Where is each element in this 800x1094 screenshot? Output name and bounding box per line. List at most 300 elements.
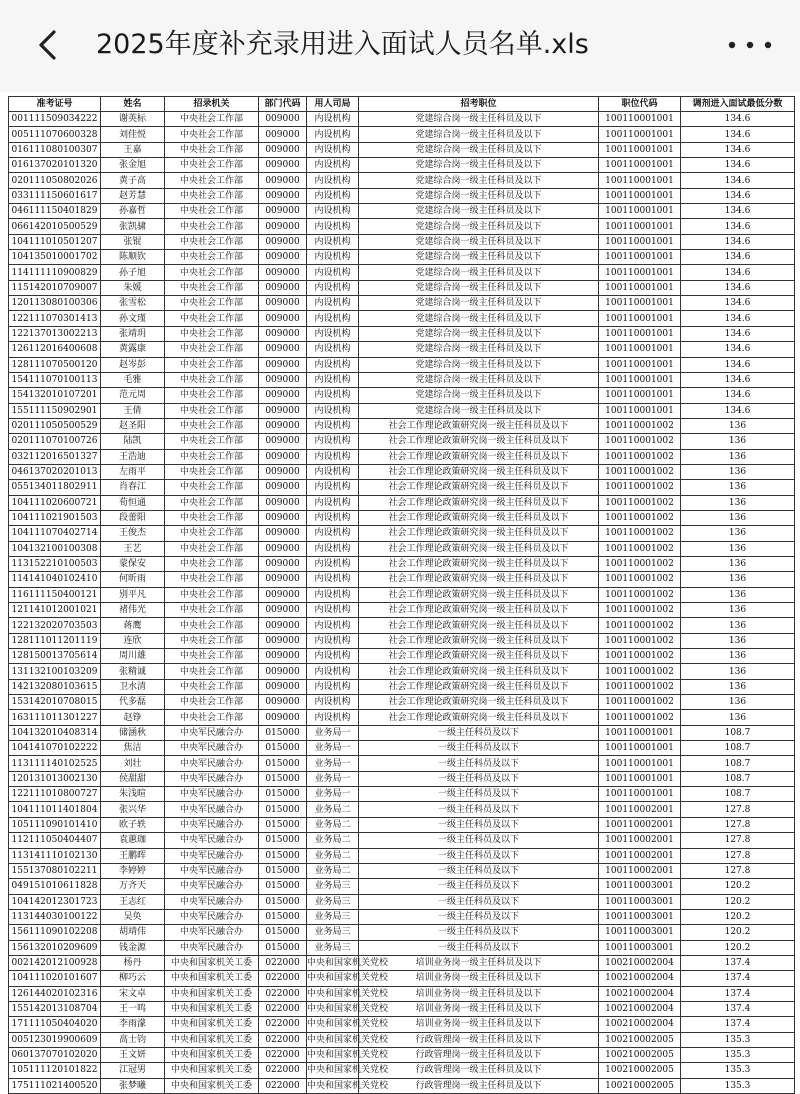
name-cell[interactable]: 吴奂	[101, 909, 165, 924]
min-score-cell[interactable]: 136	[681, 679, 795, 694]
name-cell[interactable]: 张兴华	[101, 802, 165, 817]
exam-id-cell[interactable]: 113141110102130	[9, 848, 101, 863]
exam-id-cell[interactable]: 175111021400520	[9, 1078, 101, 1093]
bureau-cell[interactable]: 内设机构	[307, 495, 359, 510]
table-row[interactable]	[9, 219, 795, 234]
position-cell[interactable]: 培训业务岗一级主任科员及以下	[359, 1001, 599, 1016]
name-cell[interactable]: 陈顺钦	[101, 250, 165, 265]
table-row[interactable]	[9, 296, 795, 311]
position-cell[interactable]: 社会工作理论政策研究岗一级主任科员及以下	[359, 434, 599, 449]
agency-cell[interactable]: 中央军民融合办	[165, 925, 259, 940]
dept-code-cell[interactable]: 009000	[259, 188, 307, 203]
bureau-cell[interactable]: 内设机构	[307, 695, 359, 710]
exam-id-cell[interactable]: 126144020102316	[9, 986, 101, 1001]
exam-id-cell[interactable]: 066142010500529	[9, 219, 101, 234]
position-cell[interactable]: 一级主任科员及以下	[359, 925, 599, 940]
name-cell[interactable]: 赵圣阳	[101, 418, 165, 433]
table-row[interactable]	[9, 986, 795, 1001]
position-code-cell[interactable]: 100110002001	[599, 833, 681, 848]
position-cell[interactable]: 党建综合岗一级主任科员及以下	[359, 234, 599, 249]
name-cell[interactable]: 王文妍	[101, 1047, 165, 1062]
agency-cell[interactable]: 中央社会工作部	[165, 219, 259, 234]
bureau-cell[interactable]: 业务局三	[307, 894, 359, 909]
name-cell[interactable]: 江冠男	[101, 1063, 165, 1078]
table-row[interactable]	[9, 879, 795, 894]
exam-id-cell[interactable]: 049151010611828	[9, 879, 101, 894]
name-cell[interactable]: 左雨平	[101, 464, 165, 479]
position-cell[interactable]: 社会工作理论政策研究岗一级主任科员及以下	[359, 633, 599, 648]
min-score-cell[interactable]: 120.2	[681, 925, 795, 940]
agency-cell[interactable]: 中央军民融合办	[165, 894, 259, 909]
exam-id-cell[interactable]: 128111070500120	[9, 357, 101, 372]
table-row[interactable]	[9, 603, 795, 618]
name-cell[interactable]: 肖春江	[101, 480, 165, 495]
name-cell[interactable]: 孙嘉哲	[101, 204, 165, 219]
name-cell[interactable]: 褚伟光	[101, 603, 165, 618]
exam-id-cell[interactable]: 122137013002213	[9, 326, 101, 341]
position-code-cell[interactable]: 100110001001	[599, 112, 681, 127]
position-code-cell[interactable]: 100110001001	[599, 204, 681, 219]
agency-cell[interactable]: 中央社会工作部	[165, 280, 259, 295]
table-row[interactable]	[9, 1001, 795, 1016]
position-cell[interactable]: 党建综合岗一级主任科员及以下	[359, 142, 599, 157]
position-cell[interactable]: 党建综合岗一级主任科员及以下	[359, 112, 599, 127]
min-score-cell[interactable]: 134.6	[681, 311, 795, 326]
position-code-cell[interactable]: 100110002001	[599, 802, 681, 817]
position-cell[interactable]: 党建综合岗一级主任科员及以下	[359, 311, 599, 326]
name-cell[interactable]: 焦洁	[101, 741, 165, 756]
dept-code-cell[interactable]: 009000	[259, 510, 307, 525]
table-row[interactable]	[9, 710, 795, 725]
agency-cell[interactable]: 中央社会工作部	[165, 173, 259, 188]
min-score-cell[interactable]: 136	[681, 710, 795, 725]
agency-cell[interactable]: 中央社会工作部	[165, 418, 259, 433]
bureau-cell[interactable]: 内设机构	[307, 127, 359, 142]
agency-cell[interactable]: 中央社会工作部	[165, 357, 259, 372]
min-score-cell[interactable]: 135.3	[681, 1078, 795, 1093]
exam-id-cell[interactable]: 105111120101822	[9, 1063, 101, 1078]
position-cell[interactable]: 党建综合岗一级主任科员及以下	[359, 326, 599, 341]
position-cell[interactable]: 党建综合岗一级主任科员及以下	[359, 296, 599, 311]
exam-id-cell[interactable]: 104142012301723	[9, 894, 101, 909]
min-score-cell[interactable]: 120.2	[681, 894, 795, 909]
exam-id-cell[interactable]: 005111070600328	[9, 127, 101, 142]
dept-code-cell[interactable]: 015000	[259, 879, 307, 894]
position-code-cell[interactable]: 100110001002	[599, 434, 681, 449]
agency-cell[interactable]: 中央社会工作部	[165, 526, 259, 541]
exam-id-cell[interactable]: 122111070301413	[9, 311, 101, 326]
dept-code-cell[interactable]: 009000	[259, 480, 307, 495]
min-score-cell[interactable]: 136	[681, 556, 795, 571]
exam-id-cell[interactable]: 126112016400608	[9, 342, 101, 357]
dept-code-cell[interactable]: 009000	[259, 280, 307, 295]
name-cell[interactable]: 何昕雨	[101, 572, 165, 587]
agency-cell[interactable]: 中央和国家机关工委	[165, 1078, 259, 1093]
position-cell[interactable]: 社会工作理论政策研究岗一级主任科员及以下	[359, 556, 599, 571]
exam-id-cell[interactable]: 001111509034222	[9, 112, 101, 127]
position-cell[interactable]: 行政管理岗一级主任科员及以下	[359, 1078, 599, 1093]
name-cell[interactable]: 赵岑彭	[101, 357, 165, 372]
exam-id-cell[interactable]: 104132010408314	[9, 725, 101, 740]
table-row[interactable]	[9, 587, 795, 602]
agency-cell[interactable]: 中央社会工作部	[165, 204, 259, 219]
name-cell[interactable]: 朱媛	[101, 280, 165, 295]
min-score-cell[interactable]: 120.2	[681, 909, 795, 924]
exam-id-cell[interactable]: 156132010209609	[9, 940, 101, 955]
position-cell[interactable]: 党建综合岗一级主任科员及以下	[359, 188, 599, 203]
table-row[interactable]	[9, 649, 795, 664]
position-cell[interactable]: 党建综合岗一级主任科员及以下	[359, 388, 599, 403]
position-code-cell[interactable]: 100110001001	[599, 756, 681, 771]
min-score-cell[interactable]: 108.7	[681, 771, 795, 786]
bureau-cell[interactable]: 内设机构	[307, 572, 359, 587]
exam-id-cell[interactable]: 156111090102208	[9, 925, 101, 940]
dept-code-cell[interactable]: 009000	[259, 434, 307, 449]
dept-code-cell[interactable]: 009000	[259, 587, 307, 602]
exam-id-cell[interactable]: 120113080100306	[9, 296, 101, 311]
min-score-cell[interactable]: 134.6	[681, 357, 795, 372]
agency-cell[interactable]: 中央社会工作部	[165, 695, 259, 710]
exam-id-cell[interactable]: 016137020101320	[9, 158, 101, 173]
agency-cell[interactable]: 中央社会工作部	[165, 587, 259, 602]
min-score-cell[interactable]: 136	[681, 618, 795, 633]
name-cell[interactable]: 陆凯	[101, 434, 165, 449]
name-cell[interactable]: 李雨濛	[101, 1017, 165, 1032]
dept-code-cell[interactable]: 009000	[259, 449, 307, 464]
position-cell[interactable]: 一级主任科员及以下	[359, 771, 599, 786]
bureau-cell[interactable]: 内设机构	[307, 158, 359, 173]
dept-code-cell[interactable]: 009000	[259, 311, 307, 326]
table-row[interactable]	[9, 756, 795, 771]
position-code-cell[interactable]: 100110001001	[599, 158, 681, 173]
table-row[interactable]	[9, 112, 795, 127]
agency-cell[interactable]: 中央社会工作部	[165, 388, 259, 403]
min-score-cell[interactable]: 137.4	[681, 1001, 795, 1016]
agency-cell[interactable]: 中央和国家机关工委	[165, 1063, 259, 1078]
bureau-cell[interactable]: 内设机构	[307, 618, 359, 633]
min-score-cell[interactable]: 136	[681, 572, 795, 587]
name-cell[interactable]: 荀恒通	[101, 495, 165, 510]
bureau-cell[interactable]: 业务局二	[307, 863, 359, 878]
position-cell[interactable]: 社会工作理论政策研究岗一级主任科员及以下	[359, 572, 599, 587]
position-code-cell[interactable]: 100110001002	[599, 603, 681, 618]
agency-cell[interactable]: 中央军民融合办	[165, 833, 259, 848]
table-row[interactable]	[9, 204, 795, 219]
table-row[interactable]	[9, 158, 795, 173]
position-code-cell[interactable]: 100210002005	[599, 1047, 681, 1062]
agency-cell[interactable]: 中央社会工作部	[165, 449, 259, 464]
min-score-cell[interactable]: 134.6	[681, 204, 795, 219]
position-code-cell[interactable]: 100210002004	[599, 971, 681, 986]
min-score-cell[interactable]: 108.7	[681, 725, 795, 740]
position-cell[interactable]: 行政管理岗一级主任科员及以下	[359, 1032, 599, 1047]
position-code-cell[interactable]: 100110001002	[599, 418, 681, 433]
position-code-cell[interactable]: 100110001001	[599, 771, 681, 786]
min-score-cell[interactable]: 137.4	[681, 971, 795, 986]
bureau-cell[interactable]: 中央和国家机关党校	[307, 1047, 359, 1062]
min-score-cell[interactable]: 136	[681, 587, 795, 602]
exam-id-cell[interactable]: 104111011401804	[9, 802, 101, 817]
position-code-cell[interactable]: 100110001001	[599, 296, 681, 311]
table-row[interactable]	[9, 372, 795, 387]
name-cell[interactable]: 赵铮	[101, 710, 165, 725]
position-code-cell[interactable]: 100110001001	[599, 403, 681, 418]
bureau-cell[interactable]: 内设机构	[307, 219, 359, 234]
table-row[interactable]	[9, 250, 795, 265]
position-code-cell[interactable]: 100110001002	[599, 449, 681, 464]
exam-id-cell[interactable]: 122111010800727	[9, 787, 101, 802]
bureau-cell[interactable]: 业务局二	[307, 833, 359, 848]
min-score-cell[interactable]: 136	[681, 418, 795, 433]
min-score-cell[interactable]: 134.6	[681, 296, 795, 311]
agency-cell[interactable]: 中央社会工作部	[165, 342, 259, 357]
bureau-cell[interactable]: 中央和国家机关党校	[307, 986, 359, 1001]
dept-code-cell[interactable]: 009000	[259, 418, 307, 433]
position-cell[interactable]: 社会工作理论政策研究岗一级主任科员及以下	[359, 510, 599, 525]
position-code-cell[interactable]: 100110003001	[599, 879, 681, 894]
dept-code-cell[interactable]: 009000	[259, 526, 307, 541]
table-row[interactable]	[9, 403, 795, 418]
position-code-cell[interactable]: 100110002001	[599, 863, 681, 878]
bureau-cell[interactable]: 内设机构	[307, 649, 359, 664]
min-score-cell[interactable]: 108.7	[681, 787, 795, 802]
agency-cell[interactable]: 中央社会工作部	[165, 480, 259, 495]
position-code-cell[interactable]: 100110001001	[599, 234, 681, 249]
name-cell[interactable]: 王浩迪	[101, 449, 165, 464]
table-row[interactable]	[9, 741, 795, 756]
position-cell[interactable]: 一级主任科员及以下	[359, 756, 599, 771]
name-cell[interactable]: 王鹏晖	[101, 848, 165, 863]
bureau-cell[interactable]: 中央和国家机关党校	[307, 1001, 359, 1016]
position-code-cell[interactable]: 100110001001	[599, 219, 681, 234]
position-cell[interactable]: 党建综合岗一级主任科员及以下	[359, 357, 599, 372]
dept-code-cell[interactable]: 009000	[259, 649, 307, 664]
dept-code-cell[interactable]: 015000	[259, 894, 307, 909]
table-row[interactable]	[9, 480, 795, 495]
position-code-cell[interactable]: 100110001001	[599, 250, 681, 265]
exam-id-cell[interactable]: 104111020600721	[9, 495, 101, 510]
table-row[interactable]	[9, 833, 795, 848]
min-score-cell[interactable]: 136	[681, 434, 795, 449]
bureau-cell[interactable]: 业务局一	[307, 741, 359, 756]
dept-code-cell[interactable]: 009000	[259, 541, 307, 556]
agency-cell[interactable]: 中央社会工作部	[165, 572, 259, 587]
min-score-cell[interactable]: 127.8	[681, 833, 795, 848]
position-cell[interactable]: 培训业务岗一级主任科员及以下	[359, 986, 599, 1001]
table-row[interactable]	[9, 234, 795, 249]
exam-id-cell[interactable]: 115142010709007	[9, 280, 101, 295]
agency-cell[interactable]: 中央和国家机关工委	[165, 1017, 259, 1032]
name-cell[interactable]: 卫水清	[101, 679, 165, 694]
position-cell[interactable]: 党建综合岗一级主任科员及以下	[359, 372, 599, 387]
dept-code-cell[interactable]: 015000	[259, 787, 307, 802]
table-row[interactable]	[9, 388, 795, 403]
bureau-cell[interactable]: 内设机构	[307, 311, 359, 326]
min-score-cell[interactable]: 134.6	[681, 250, 795, 265]
min-score-cell[interactable]: 134.6	[681, 112, 795, 127]
min-score-cell[interactable]: 136	[681, 664, 795, 679]
exam-id-cell[interactable]: 122132020703503	[9, 618, 101, 633]
name-cell[interactable]: 黄露康	[101, 342, 165, 357]
bureau-cell[interactable]: 业务局二	[307, 817, 359, 832]
name-cell[interactable]: 张精诚	[101, 664, 165, 679]
dept-code-cell[interactable]: 015000	[259, 756, 307, 771]
name-cell[interactable]: 王艺	[101, 541, 165, 556]
min-score-cell[interactable]: 137.4	[681, 955, 795, 970]
bureau-cell[interactable]: 业务局一	[307, 756, 359, 771]
agency-cell[interactable]: 中央军民融合办	[165, 909, 259, 924]
min-score-cell[interactable]: 108.7	[681, 741, 795, 756]
name-cell[interactable]: 周川雄	[101, 649, 165, 664]
agency-cell[interactable]: 中央军民融合办	[165, 756, 259, 771]
exam-id-cell[interactable]: 155142013108704	[9, 1001, 101, 1016]
position-code-cell[interactable]: 100110001001	[599, 127, 681, 142]
min-score-cell[interactable]: 134.6	[681, 342, 795, 357]
dept-code-cell[interactable]: 022000	[259, 1032, 307, 1047]
name-cell[interactable]: 谢英标	[101, 112, 165, 127]
dept-code-cell[interactable]: 009000	[259, 388, 307, 403]
dept-code-cell[interactable]: 009000	[259, 342, 307, 357]
dept-code-cell[interactable]: 009000	[259, 695, 307, 710]
position-code-cell[interactable]: 100210002004	[599, 1017, 681, 1032]
name-cell[interactable]: 王志红	[101, 894, 165, 909]
table-row[interactable]	[9, 1047, 795, 1062]
min-score-cell[interactable]: 127.8	[681, 848, 795, 863]
position-cell[interactable]: 一级主任科员及以下	[359, 802, 599, 817]
position-code-cell[interactable]: 100110001002	[599, 633, 681, 648]
agency-cell[interactable]: 中央军民融合办	[165, 879, 259, 894]
bureau-cell[interactable]: 业务局三	[307, 909, 359, 924]
dept-code-cell[interactable]: 009000	[259, 633, 307, 648]
position-cell[interactable]: 社会工作理论政策研究岗一级主任科员及以下	[359, 679, 599, 694]
agency-cell[interactable]: 中央和国家机关工委	[165, 1001, 259, 1016]
position-cell[interactable]: 社会工作理论政策研究岗一级主任科员及以下	[359, 587, 599, 602]
table-row[interactable]	[9, 265, 795, 280]
dept-code-cell[interactable]: 009000	[259, 127, 307, 142]
position-cell[interactable]: 一级主任科员及以下	[359, 863, 599, 878]
exam-id-cell[interactable]: 163111011301227	[9, 710, 101, 725]
agency-cell[interactable]: 中央社会工作部	[165, 710, 259, 725]
position-cell[interactable]: 党建综合岗一级主任科员及以下	[359, 280, 599, 295]
more-horizontal-icon[interactable]	[722, 32, 778, 58]
bureau-cell[interactable]: 业务局一	[307, 725, 359, 740]
exam-id-cell[interactable]: 104135010001702	[9, 250, 101, 265]
min-score-cell[interactable]: 136	[681, 649, 795, 664]
dept-code-cell[interactable]: 015000	[259, 833, 307, 848]
min-score-cell[interactable]: 136	[681, 464, 795, 479]
bureau-cell[interactable]: 业务局三	[307, 879, 359, 894]
table-row[interactable]	[9, 848, 795, 863]
dept-code-cell[interactable]: 009000	[259, 556, 307, 571]
table-row[interactable]	[9, 725, 795, 740]
dept-code-cell[interactable]: 022000	[259, 971, 307, 986]
agency-cell[interactable]: 中央社会工作部	[165, 403, 259, 418]
exam-id-cell[interactable]: 113152210100503	[9, 556, 101, 571]
min-score-cell[interactable]: 120.2	[681, 940, 795, 955]
table-row[interactable]	[9, 526, 795, 541]
bureau-cell[interactable]: 内设机构	[307, 526, 359, 541]
name-cell[interactable]: 孙子旭	[101, 265, 165, 280]
dept-code-cell[interactable]: 009000	[259, 296, 307, 311]
dept-code-cell[interactable]: 009000	[259, 204, 307, 219]
name-cell[interactable]: 张梦曦	[101, 1078, 165, 1093]
bureau-cell[interactable]: 内设机构	[307, 326, 359, 341]
dept-code-cell[interactable]: 022000	[259, 1078, 307, 1093]
name-cell[interactable]: 张雪松	[101, 296, 165, 311]
bureau-cell[interactable]: 内设机构	[307, 587, 359, 602]
position-cell[interactable]: 一级主任科员及以下	[359, 894, 599, 909]
agency-cell[interactable]: 中央社会工作部	[165, 188, 259, 203]
exam-id-cell[interactable]: 005123019900609	[9, 1032, 101, 1047]
name-cell[interactable]: 万齐天	[101, 879, 165, 894]
name-cell[interactable]: 刘佳悦	[101, 127, 165, 142]
dept-code-cell[interactable]: 009000	[259, 710, 307, 725]
min-score-cell[interactable]: 137.4	[681, 1017, 795, 1032]
exam-id-cell[interactable]: 104111070402714	[9, 526, 101, 541]
position-code-cell[interactable]: 100110001002	[599, 526, 681, 541]
agency-cell[interactable]: 中央社会工作部	[165, 434, 259, 449]
min-score-cell[interactable]: 134.6	[681, 219, 795, 234]
bureau-cell[interactable]: 内设机构	[307, 403, 359, 418]
exam-id-cell[interactable]: 016111080100307	[9, 142, 101, 157]
dept-code-cell[interactable]: 022000	[259, 955, 307, 970]
name-cell[interactable]: 连欣	[101, 633, 165, 648]
dept-code-cell[interactable]: 022000	[259, 986, 307, 1001]
agency-cell[interactable]: 中央社会工作部	[165, 127, 259, 142]
min-score-cell[interactable]: 135.3	[681, 1063, 795, 1078]
position-cell[interactable]: 培训业务岗一级主任科员及以下	[359, 971, 599, 986]
position-cell[interactable]: 一级主任科员及以下	[359, 940, 599, 955]
exam-id-cell[interactable]: 020111070100726	[9, 434, 101, 449]
agency-cell[interactable]: 中央和国家机关工委	[165, 1047, 259, 1062]
position-code-cell[interactable]: 100110001001	[599, 388, 681, 403]
bureau-cell[interactable]: 内设机构	[307, 296, 359, 311]
bureau-cell[interactable]: 内设机构	[307, 234, 359, 249]
table-row[interactable]	[9, 434, 795, 449]
exam-id-cell[interactable]: 142132080103615	[9, 679, 101, 694]
dept-code-cell[interactable]: 015000	[259, 802, 307, 817]
agency-cell[interactable]: 中央社会工作部	[165, 250, 259, 265]
bureau-cell[interactable]: 内设机构	[307, 188, 359, 203]
dept-code-cell[interactable]: 009000	[259, 664, 307, 679]
position-cell[interactable]: 党建综合岗一级主任科员及以下	[359, 219, 599, 234]
position-code-cell[interactable]: 100110001002	[599, 541, 681, 556]
name-cell[interactable]: 宋文卓	[101, 986, 165, 1001]
table-row[interactable]	[9, 311, 795, 326]
position-code-cell[interactable]: 100110001002	[599, 480, 681, 495]
dept-code-cell[interactable]: 009000	[259, 250, 307, 265]
dept-code-cell[interactable]: 009000	[259, 495, 307, 510]
name-cell[interactable]: 张金旭	[101, 158, 165, 173]
agency-cell[interactable]: 中央军民融合办	[165, 802, 259, 817]
bureau-cell[interactable]: 中央和国家机关党校	[307, 955, 359, 970]
bureau-cell[interactable]: 中央和国家机关党校	[307, 1078, 359, 1093]
min-score-cell[interactable]: 136	[681, 495, 795, 510]
dept-code-cell[interactable]: 009000	[259, 603, 307, 618]
exam-id-cell[interactable]: 153142010708015	[9, 695, 101, 710]
position-code-cell[interactable]: 100210002004	[599, 1001, 681, 1016]
position-code-cell[interactable]: 100110001002	[599, 710, 681, 725]
position-code-cell[interactable]: 100110001002	[599, 587, 681, 602]
dept-code-cell[interactable]: 015000	[259, 940, 307, 955]
agency-cell[interactable]: 中央社会工作部	[165, 311, 259, 326]
name-cell[interactable]: 李婷婷	[101, 863, 165, 878]
bureau-cell[interactable]: 内设机构	[307, 142, 359, 157]
position-code-cell[interactable]: 100110003001	[599, 925, 681, 940]
exam-id-cell[interactable]: 104111021901503	[9, 510, 101, 525]
table-row[interactable]	[9, 541, 795, 556]
bureau-cell[interactable]: 内设机构	[307, 603, 359, 618]
